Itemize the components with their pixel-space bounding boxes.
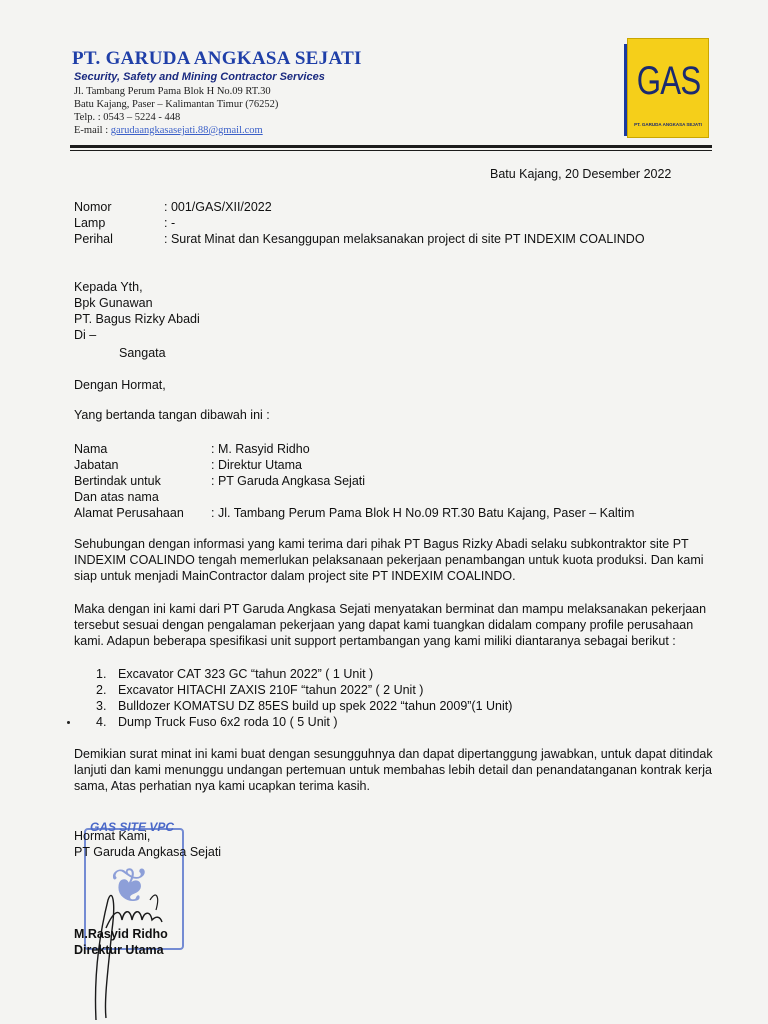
perihal-label: Perihal	[74, 232, 113, 246]
lamp-value: : -	[164, 216, 176, 230]
recipient-name: Bpk Gunawan	[74, 296, 153, 310]
list-text: Excavator CAT 323 GC “tahun 2022” ( 1 Unit )	[118, 667, 374, 681]
intro-line: Yang bertanda tangan dibawah ini :	[74, 408, 270, 422]
list-number: 1.	[96, 667, 107, 681]
date-line: Batu Kajang, 20 Desember 2022	[490, 167, 672, 181]
list-item	[96, 682, 423, 698]
phone-line: Telp. : 0543 – 5224 - 448	[74, 112, 181, 123]
paragraph-3: Demikian surat minat ini kami buat dengan sesungguhnya dan dapat dipertanggung jawabkan, untuk dapat ditindak lanjuti dan kami menunggu undangan pertemuan untuk membahas lebih detail dan penandatanganan kontrak kerja sama, Atas perhatian nya kami ucapkan terima kasih.	[74, 747, 713, 793]
logo-subtext: PT. GARUDA ANGKASA SEJATI	[634, 122, 702, 127]
email-line	[74, 125, 263, 136]
list-number: 3.	[96, 699, 107, 713]
nama-value: : M. Rasyid Ridho	[211, 442, 310, 456]
stray-mark	[67, 721, 70, 724]
list-item	[96, 714, 338, 730]
stamp-emblem-icon: ❦	[110, 860, 151, 913]
address-line-2: Batu Kajang, Paser – Kalimantan Timur (76252)	[74, 99, 279, 110]
recipient-city: Sangata	[119, 346, 166, 360]
recipient-salutation: Kepada Yth,	[74, 280, 143, 294]
jabatan-label: Jabatan	[74, 458, 119, 472]
jabatan-value: : Direktur Utama	[211, 458, 302, 472]
recipient-company: PT. Bagus Rizky Abadi	[74, 312, 200, 326]
letterhead-rule-thick	[70, 145, 712, 148]
list-text: Excavator HITACHI ZAXIS 210F “tahun 2022” ( 2 Unit )	[118, 683, 424, 697]
nomor-label: Nomor	[74, 200, 112, 214]
closing-company: PT Garuda Angkasa Sejati	[74, 845, 222, 859]
perihal-value: : Surat Minat dan Kesanggupan melaksanakan project di site PT INDEXIM COALINDO	[164, 232, 645, 246]
company-logo	[627, 38, 709, 138]
letterhead-rule-thin	[70, 150, 712, 151]
list-number: 2.	[96, 683, 107, 697]
alamat-label: Alamat Perusahaan	[74, 506, 184, 520]
bertindak-value: : PT Garuda Angkasa Sejati	[211, 474, 366, 488]
address-line-1: Jl. Tambang Perum Pama Blok H No.09 RT.30	[74, 86, 271, 97]
atas-nama-label: Dan atas nama	[74, 490, 159, 504]
list-item	[96, 698, 512, 714]
paragraph-2: Maka dengan ini kami dari PT Garuda Angkasa Sejati menyatakan berminat dan mampu melaksanakan pekerjaan tersebut sesuai dengan pengalaman pekerjaan yang dapat kami tuangkan didalam company profile perusahaan kami. Adapun beberapa spesifikasi unit support pertambangan yang kami miliki diantaranya sebagai berikut :	[74, 602, 707, 648]
list-text: Bulldozer KOMATSU DZ 85ES build up spek 2022 “tahun 2009”(1 Unit)	[118, 699, 513, 713]
company-name: PT. GARUDA ANGKASA SEJATI	[72, 48, 362, 69]
nomor-value: : 001/GAS/XII/2022	[164, 200, 272, 214]
email-link[interactable]: garudaangkasasejati.88@gmail.com	[110, 125, 263, 136]
signer-name: M.Rasyid Ridho	[74, 927, 168, 941]
stamp-text: GAS SITE VPC	[90, 820, 175, 834]
list-text: Dump Truck Fuso 6x2 roda 10 ( 5 Unit )	[118, 715, 338, 729]
logo-text: GAS	[636, 59, 701, 103]
lamp-label: Lamp	[74, 216, 106, 230]
greeting: Dengan Hormat,	[74, 378, 166, 392]
closing-hormat: Hormat Kami,	[74, 829, 151, 843]
list-item	[96, 666, 373, 682]
recipient-di: Di –	[74, 328, 97, 342]
signer-title: Direktur Utama	[74, 943, 164, 957]
nama-label: Nama	[74, 442, 108, 456]
company-tagline: Security, Safety and Mining Contractor Services	[74, 71, 325, 83]
list-number: 4.	[96, 715, 107, 729]
bertindak-label: Bertindak untuk	[74, 474, 161, 488]
email-label: E-mail :	[74, 125, 111, 136]
paragraph-1: Sehubungan dengan informasi yang kami terima dari pihak PT Bagus Rizky Abadi selaku subkontraktor site PT INDEXIM COALINDO tengah memerlukan pelaksanaan pekerjaan penambangan untuk kuota produksi. Dan kami siap untuk menjadi MainContractor dalam project site PT INDEXIM COALINDO.	[74, 537, 704, 583]
alamat-value: : Jl. Tambang Perum Pama Blok H No.09 RT.30 Batu Kajang, Paser – Kaltim	[211, 506, 635, 520]
